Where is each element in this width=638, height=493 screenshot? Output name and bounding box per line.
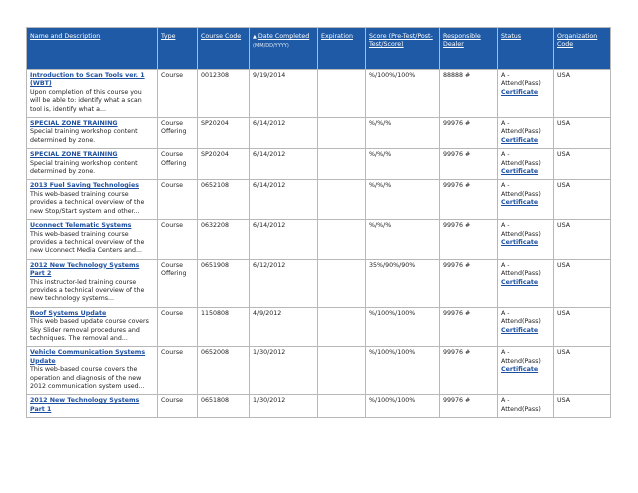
course-code-cell: 1150808 (198, 307, 250, 347)
status-text: A - Attend(Pass) (501, 349, 541, 365)
course-code-cell: SP20204 (198, 149, 250, 180)
transcript-table (26, 27, 611, 418)
course-code-cell: 0651808 (198, 395, 250, 418)
header-course-code[interactable]: Course Code (198, 28, 250, 70)
expiration-cell (318, 259, 366, 307)
status-cell (498, 395, 554, 418)
organization-code-cell: USA (554, 395, 611, 418)
table-row (27, 307, 611, 347)
status-text: A - Attend(Pass) (501, 222, 541, 238)
score-cell: %/%/% (366, 149, 440, 180)
course-type-cell: Course (158, 395, 198, 418)
score-cell: %/%/% (366, 180, 440, 220)
status-cell (498, 70, 554, 118)
responsible-dealer-cell: 99976 # (440, 347, 498, 395)
status-text: A - Attend(Pass) (501, 151, 541, 167)
course-description: This web-based training course provides a technical overview of the new Stop/Start system and other... (30, 190, 145, 215)
score-cell: %/100%/100% (366, 347, 440, 395)
expiration-cell (318, 220, 366, 260)
table-row (27, 118, 611, 149)
table-header-row (27, 28, 611, 70)
course-description: This web-based training course provides a technical overview of the new Uconnect Media Centers and... (30, 230, 145, 255)
certificate-link[interactable]: Certificate (501, 136, 539, 144)
header-expiration[interactable]: Expiration (318, 28, 366, 70)
score-cell: %/%/% (366, 118, 440, 149)
date-completed-cell: 9/19/2014 (250, 70, 318, 118)
score-cell: %/100%/100% (366, 395, 440, 418)
date-completed-cell: 6/14/2012 (250, 220, 318, 260)
score-cell: %/100%/100% (366, 70, 440, 118)
course-title-link[interactable]: Introduction to Scan Tools ver. 1 (WBT) (30, 72, 145, 88)
course-name-cell (27, 307, 158, 347)
header-responsible-dealer[interactable]: Responsible Dealer (440, 28, 498, 70)
course-code-cell: 0012308 (198, 70, 250, 118)
course-type-cell: Course (158, 347, 198, 395)
status-text: A - Attend(Pass) (501, 182, 541, 198)
table-row (27, 395, 611, 418)
course-title-link[interactable]: SPECIAL ZONE TRAINING (30, 120, 118, 128)
course-title-link[interactable]: 2013 Fuel Saving Technologies (30, 182, 139, 190)
header-name[interactable]: Name and Description (27, 28, 158, 70)
date-completed-cell: 6/14/2012 (250, 180, 318, 220)
course-name-cell (27, 220, 158, 260)
score-cell: %/100%/100% (366, 307, 440, 347)
sort-up-icon: ▲ (253, 34, 257, 40)
course-name-cell (27, 70, 158, 118)
score-cell: 35%/90%/90% (366, 259, 440, 307)
certificate-link[interactable]: Certificate (501, 366, 539, 374)
status-cell (498, 259, 554, 307)
header-status[interactable]: Status (498, 28, 554, 70)
course-description: This instructor-led training course provides a technical overview of the new technology systems... (30, 278, 145, 303)
responsible-dealer-cell: 99976 # (440, 259, 498, 307)
date-completed-cell: 1/30/2012 (250, 347, 318, 395)
status-cell (498, 118, 554, 149)
responsible-dealer-cell: 99976 # (440, 118, 498, 149)
status-text: A - Attend(Pass) (501, 309, 541, 326)
course-title-link[interactable]: Vehicle Communication Systems Update (30, 349, 146, 365)
status-text: A - Attend(Pass) (501, 120, 541, 136)
responsible-dealer-cell: 99976 # (440, 220, 498, 260)
organization-code-cell: USA (554, 259, 611, 307)
table-row (27, 149, 611, 180)
course-description: This web-based course covers the operation and diagnosis of the new 2012 communication system used... (30, 366, 145, 390)
organization-code-cell: USA (554, 220, 611, 260)
course-type-cell: Course Offering (158, 118, 198, 149)
responsible-dealer-cell: 99976 # (440, 395, 498, 418)
course-name-cell (27, 149, 158, 180)
header-score[interactable]: Score (Pre-Test/Post-Test/Score) (366, 28, 440, 70)
course-description: Special training workshop content determined by zone. (30, 159, 138, 176)
course-code-cell: 0651908 (198, 259, 250, 307)
date-completed-cell: 4/9/2012 (250, 307, 318, 347)
status-cell (498, 149, 554, 180)
course-title-link[interactable]: 2012 New Technology Systems Part 1 (30, 397, 140, 413)
date-completed-cell: 6/12/2012 (250, 259, 318, 307)
course-code-cell: 0652008 (198, 347, 250, 395)
expiration-cell (318, 70, 366, 118)
expiration-cell (318, 118, 366, 149)
course-type-cell: Course (158, 220, 198, 260)
certificate-link[interactable]: Certificate (501, 199, 539, 207)
course-description: This web based update course covers Sky Slider removal procedures and techniques. The removal and... (30, 318, 149, 342)
table-row (27, 347, 611, 395)
certificate-link[interactable]: Certificate (501, 326, 539, 334)
responsible-dealer-cell: 99976 # (440, 307, 498, 347)
course-title-link[interactable]: Roof Systems Update (30, 309, 107, 317)
organization-code-cell: USA (554, 347, 611, 395)
status-cell (498, 180, 554, 220)
responsible-dealer-cell: 88888 # (440, 70, 498, 118)
header-type[interactable]: Type (158, 28, 198, 70)
header-date-completed[interactable]: ▲Date Completed (MM/DD/YYYY) (250, 28, 318, 70)
date-completed-cell: 6/14/2012 (250, 149, 318, 180)
course-name-cell (27, 180, 158, 220)
course-code-cell: SP20204 (198, 118, 250, 149)
course-type-cell: Course (158, 307, 198, 347)
expiration-cell (318, 180, 366, 220)
table-row (27, 70, 611, 118)
table-row (27, 220, 611, 260)
table-row (27, 180, 611, 220)
expiration-cell (318, 347, 366, 395)
certificate-link[interactable]: Certificate (501, 88, 539, 96)
certificate-link[interactable]: Certificate (501, 168, 539, 176)
course-code-cell: 0632208 (198, 220, 250, 260)
responsible-dealer-cell: 99976 # (440, 180, 498, 220)
date-completed-cell: 6/14/2012 (250, 118, 318, 149)
course-title-link[interactable]: 2012 New Technology Systems Part 2 (30, 261, 140, 278)
course-code-cell: 0652108 (198, 180, 250, 220)
certificate-link[interactable]: Certificate (501, 278, 539, 286)
status-text: A - Attend(Pass) (501, 397, 541, 413)
course-title-link[interactable]: Uconnect Telematic Systems (30, 222, 132, 230)
organization-code-cell: USA (554, 118, 611, 149)
course-title-link[interactable]: SPECIAL ZONE TRAINING (30, 151, 118, 159)
course-description: Upon completion of this course you will be able to: identify what a scan tool is, identify what a... (30, 88, 142, 113)
organization-code-cell: USA (554, 307, 611, 347)
score-cell: %/%/% (366, 220, 440, 260)
course-name-cell (27, 118, 158, 149)
header-organization-code[interactable]: Organization Code (554, 28, 611, 70)
responsible-dealer-cell: 99976 # (440, 149, 498, 180)
organization-code-cell: USA (554, 70, 611, 118)
course-type-cell: Course Offering (158, 259, 198, 307)
course-name-cell (27, 347, 158, 395)
organization-code-cell: USA (554, 149, 611, 180)
status-cell (498, 347, 554, 395)
expiration-cell (318, 395, 366, 418)
expiration-cell (318, 149, 366, 180)
course-type-cell: Course (158, 70, 198, 118)
expiration-cell (318, 307, 366, 347)
status-text: A - Attend(Pass) (501, 261, 541, 278)
course-name-cell (27, 395, 158, 418)
course-name-cell (27, 259, 158, 307)
organization-code-cell: USA (554, 180, 611, 220)
course-description: Special training workshop content determined by zone. (30, 128, 138, 144)
training-transcript (26, 27, 610, 418)
course-type-cell: Course Offering (158, 149, 198, 180)
status-cell (498, 307, 554, 347)
date-format-hint: (MM/DD/YYYY) (253, 43, 289, 50)
table-row (27, 259, 611, 307)
status-cell (498, 220, 554, 260)
status-text: A - Attend(Pass) (501, 72, 541, 88)
course-type-cell: Course (158, 180, 198, 220)
date-completed-cell: 1/30/2012 (250, 395, 318, 418)
certificate-link[interactable]: Certificate (501, 238, 539, 246)
table-body (27, 70, 611, 418)
